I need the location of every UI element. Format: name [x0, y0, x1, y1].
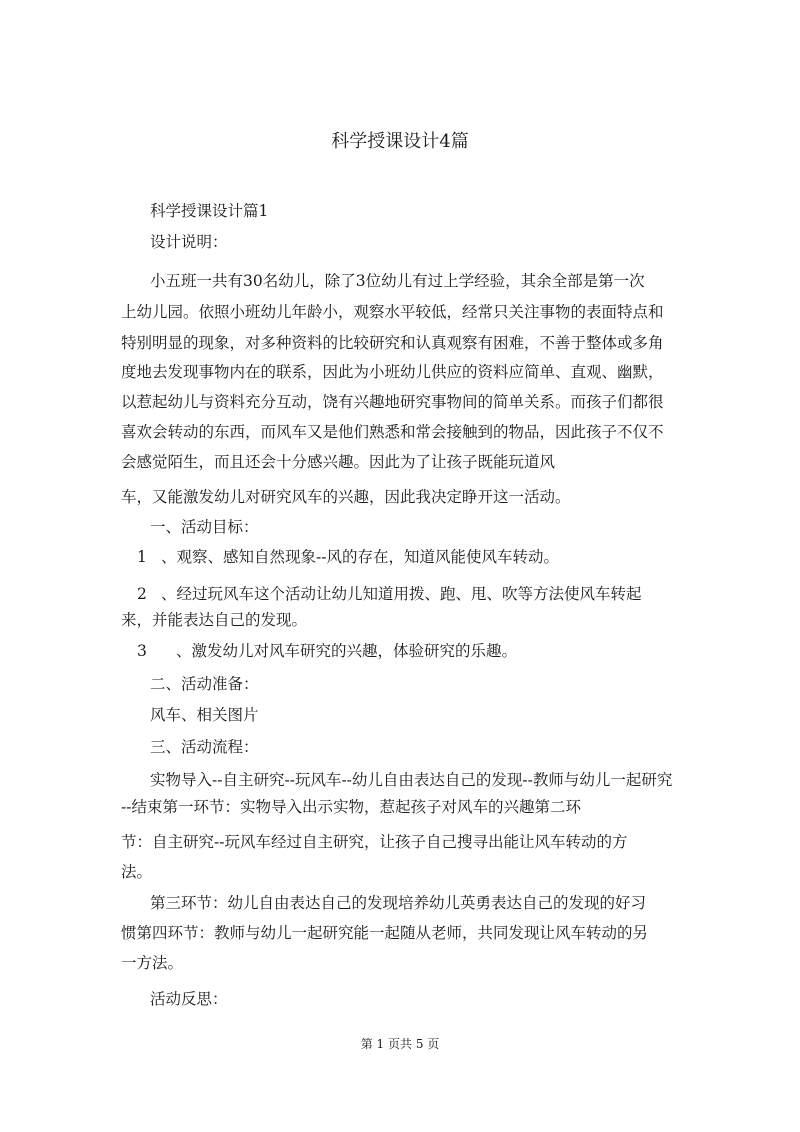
design-label: 设计说明：	[150, 233, 228, 251]
goal-3-text: 、激发幼儿对风车研究的兴趣，体验研究的乐趣。	[176, 642, 518, 660]
page-footer: 第 1 页共 5 页	[360, 1037, 440, 1051]
goal-2-number: 2	[137, 585, 147, 603]
intro-line-7: 会感觉陌生，而且还会十分感兴趣。因此为了让孩子既能玩道风	[121, 453, 556, 471]
goal-2-text-b: 来，并能表达自己的发现。	[121, 611, 308, 629]
flow-line-5: 第三环节：幼儿自由表达自己的发现培养幼儿英勇表达自己的发现的好习	[150, 894, 647, 912]
prep-items: 风车、相关图片	[150, 706, 259, 724]
intro-line-8: 车，又能激发幼儿对研究风车的兴趣，因此我决定睁开这一活动。	[121, 488, 571, 506]
flow-line-3: 节：自主研究--玩风车经过自主研究，让孩子自己搜寻出能让风车转动的方	[121, 833, 628, 851]
goal-1-number: 1	[137, 548, 147, 566]
flow-heading: 三、活动流程：	[150, 738, 259, 756]
prep-heading: 二、活动准备：	[150, 675, 259, 693]
intro-line-5: 以惹起幼儿与资料充分互动，饶有兴趣地研究事物间的简单关系。而孩子们都很	[121, 393, 664, 411]
section-heading: 科学授课设计篇1	[150, 202, 269, 220]
flow-line-4: 法。	[121, 863, 153, 881]
goals-heading: 一、活动目标：	[150, 518, 259, 536]
document-title: 科学授课设计4篇	[331, 131, 469, 152]
flow-line-2: --结束第一环节：实物导入出示实物，惹起孩子对风车的兴趣第二环	[121, 798, 581, 816]
goal-1-text: 、观察、感知自然现象--风的存在，知道风能使风车转动。	[161, 548, 559, 566]
intro-line-1: 小五班一共有30名幼儿，除了3位幼儿有过上学经验，其余全部是第一次	[150, 272, 645, 290]
reflection-heading: 活动反思：	[150, 990, 228, 1008]
intro-line-6: 喜欢会转动的东西，而风车又是他们熟悉和常会接触到的物品，因此孩子不仅不	[121, 423, 664, 441]
goal-2-text-a: 、经过玩风车这个活动让幼儿知道用拨、跑、甩、吹等方法使风车转起	[161, 585, 642, 603]
flow-line-6: 惯第四环节：教师与幼儿一起研究能一起随从老师，共同发现让风车转动的另	[121, 924, 649, 942]
intro-line-2: 上幼儿园。依照小班幼儿年龄小，观察水平较低，经常只关注事物的表面特点和	[121, 303, 664, 321]
goal-3-number: 3	[137, 642, 147, 660]
flow-line-7: 一方法。	[121, 954, 184, 972]
flow-line-1: 实物导入--自主研究--玩风车--幼儿自由表达自己的发现--教师与幼儿一起研究	[150, 771, 673, 789]
intro-line-4: 度地去发现事物内在的联系，因此为小班幼儿供应的资料应简单、直观、幽默，	[121, 363, 664, 381]
intro-line-3: 特别明显的现象，对多种资料的比较研究和认真观察有困难，不善于整体或多角	[121, 334, 664, 352]
